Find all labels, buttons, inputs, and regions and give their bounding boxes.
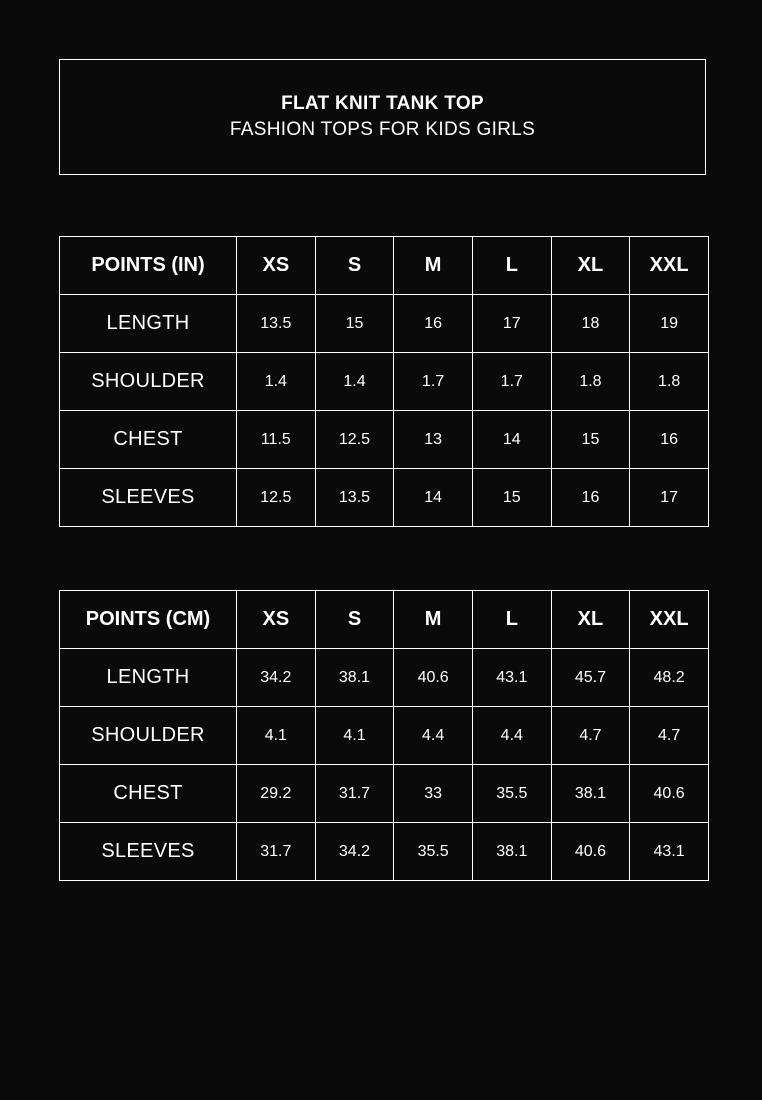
row-label: SHOULDER xyxy=(60,353,237,411)
table-cell: 12.5 xyxy=(315,411,394,469)
table-cell: 1.4 xyxy=(237,353,316,411)
table-cell: 35.5 xyxy=(472,765,551,823)
table-cell: 29.2 xyxy=(237,765,316,823)
row-label: SLEEVES xyxy=(60,469,237,527)
table-cell: 34.2 xyxy=(237,649,316,707)
header-size-m: M xyxy=(394,591,473,649)
table-cell: 40.6 xyxy=(630,765,709,823)
table-cell: 48.2 xyxy=(630,649,709,707)
table-cell: 18 xyxy=(551,295,630,353)
row-label: SHOULDER xyxy=(60,707,237,765)
header-size-l: L xyxy=(472,237,551,295)
table-cell: 38.1 xyxy=(472,823,551,881)
header-size-xl: XL xyxy=(551,591,630,649)
header-points: POINTS (CM) xyxy=(60,591,237,649)
table-cell: 16 xyxy=(394,295,473,353)
table-cell: 1.8 xyxy=(551,353,630,411)
row-label: LENGTH xyxy=(60,649,237,707)
table-cell: 4.7 xyxy=(551,707,630,765)
table-cell: 40.6 xyxy=(551,823,630,881)
table-cell: 13.5 xyxy=(237,295,316,353)
row-label: CHEST xyxy=(60,411,237,469)
table-cell: 38.1 xyxy=(551,765,630,823)
table-cell: 16 xyxy=(630,411,709,469)
table-row xyxy=(60,823,709,881)
table-cell: 31.7 xyxy=(237,823,316,881)
product-subtitle: FASHION TOPS FOR KIDS GIRLS xyxy=(229,119,536,140)
table-cell: 15 xyxy=(551,411,630,469)
table-cell: 16 xyxy=(551,469,630,527)
table-cell: 38.1 xyxy=(315,649,394,707)
table-cell: 17 xyxy=(472,295,551,353)
header-size-s: S xyxy=(315,237,394,295)
table-cell: 35.5 xyxy=(394,823,473,881)
header-size-s: S xyxy=(315,591,394,649)
row-label: SLEEVES xyxy=(60,823,237,881)
table-cell: 11.5 xyxy=(237,411,316,469)
header-size-l: L xyxy=(472,591,551,649)
header-size-xxl: XXL xyxy=(630,237,709,295)
title-box xyxy=(59,59,706,175)
table-cell: 4.4 xyxy=(472,707,551,765)
table-cell: 17 xyxy=(630,469,709,527)
table-header-row xyxy=(60,237,709,295)
header-size-m: M xyxy=(394,237,473,295)
table-cell: 34.2 xyxy=(315,823,394,881)
table-cell: 1.7 xyxy=(472,353,551,411)
table-cell: 33 xyxy=(394,765,473,823)
table-cell: 4.4 xyxy=(394,707,473,765)
table-cell: 43.1 xyxy=(630,823,709,881)
header-size-xl: XL xyxy=(551,237,630,295)
table-cell: 45.7 xyxy=(551,649,630,707)
header-size-xs: XS xyxy=(237,237,316,295)
table-cell: 40.6 xyxy=(394,649,473,707)
table-cell: 15 xyxy=(472,469,551,527)
table-cell: 14 xyxy=(472,411,551,469)
table-row xyxy=(60,469,709,527)
table-cell: 4.1 xyxy=(237,707,316,765)
table-cell: 15 xyxy=(315,295,394,353)
table-cell: 1.7 xyxy=(394,353,473,411)
table-header-row xyxy=(60,591,709,649)
table-cell: 1.4 xyxy=(315,353,394,411)
table-row xyxy=(60,649,709,707)
table-cell: 4.7 xyxy=(630,707,709,765)
table-row xyxy=(60,411,709,469)
size-table-centimeters xyxy=(59,590,709,881)
table-cell: 43.1 xyxy=(472,649,551,707)
table-row xyxy=(60,353,709,411)
header-points: POINTS (IN) xyxy=(60,237,237,295)
table-cell: 14 xyxy=(394,469,473,527)
table-cell: 13 xyxy=(394,411,473,469)
table-row xyxy=(60,765,709,823)
header-size-xxl: XXL xyxy=(630,591,709,649)
table-cell: 4.1 xyxy=(315,707,394,765)
table-cell: 13.5 xyxy=(315,469,394,527)
table-row xyxy=(60,707,709,765)
header-size-xs: XS xyxy=(237,591,316,649)
row-label: CHEST xyxy=(60,765,237,823)
table-cell: 1.8 xyxy=(630,353,709,411)
size-table-inches xyxy=(59,236,709,527)
table-cell: 31.7 xyxy=(315,765,394,823)
product-title: FLAT KNIT TANK TOP xyxy=(281,93,484,114)
table-cell: 19 xyxy=(630,295,709,353)
table-cell: 12.5 xyxy=(237,469,316,527)
table-row xyxy=(60,295,709,353)
row-label: LENGTH xyxy=(60,295,237,353)
